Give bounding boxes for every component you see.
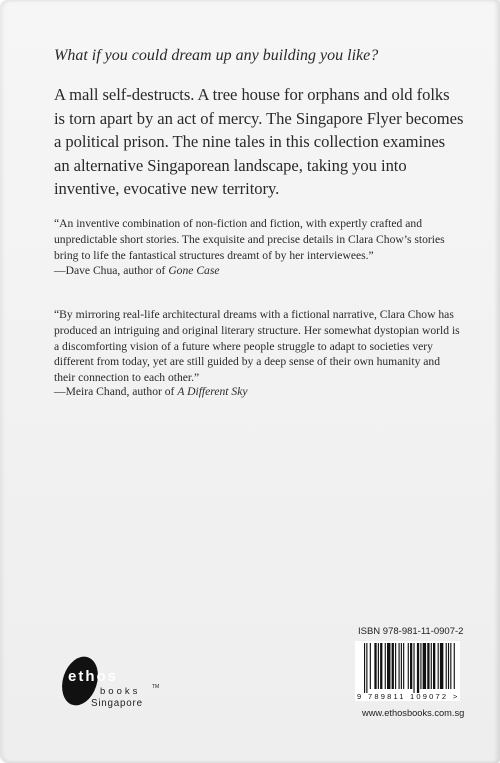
barcode-bar — [438, 643, 439, 689]
barcode-bar — [392, 643, 394, 689]
review-quote-2: “By mirroring real-life architectural dreams with a fictional narrative, Clara Chow has produced an intriguing and original literary structure. Her somewhat dystopian world is a discomforting vision of a future where people struggle to adapt to societies very different from today, yet are still guided by a deep sense of their own humanity and their connection to each other.” — [54, 308, 460, 385]
review-attribution-2 — [54, 384, 248, 400]
barcode-bar — [413, 643, 414, 693]
barcode-bar — [385, 643, 386, 689]
barcode-bar — [417, 643, 419, 693]
barcode-bar — [399, 643, 400, 689]
blurb-paragraph: A mall self-destructs. A tree house for orphans and old folks is torn apart by an act of mercy. The Singapore Flyer becomes a political prison. The nine tales in this collection examines an alternative Singaporean landscape, taking you into inventive, evocative new territory. — [54, 85, 464, 198]
barcode-bar — [423, 643, 426, 689]
barcode-bar — [395, 643, 396, 689]
barcode-bar — [387, 643, 390, 689]
barcode-bar — [378, 643, 379, 689]
barcode-bar — [364, 643, 365, 693]
barcode-icon — [355, 641, 460, 701]
barcode-bar — [448, 643, 449, 689]
barcode-bar — [374, 643, 376, 689]
barcode-lead-digit: 9 — [357, 692, 362, 701]
review-author-2: —Meira Chand, author of — [54, 385, 175, 398]
barcode-bar — [431, 643, 432, 689]
barcode-bar — [427, 643, 429, 689]
barcode-bar — [370, 643, 371, 689]
publisher-subline: books — [100, 686, 141, 697]
barcode-bar — [403, 643, 404, 689]
review-book-title-2: A Different Sky — [177, 385, 248, 398]
review-book-title-1: Gone Case — [168, 264, 220, 277]
trademark-mark: TM — [152, 684, 160, 690]
barcode-bar — [450, 643, 451, 689]
website-url: www.ethosbooks.com.sg — [362, 708, 465, 718]
barcode-bar — [410, 643, 412, 689]
barcode-bar — [446, 643, 447, 689]
barcode-bar — [420, 643, 421, 689]
barcode-bar — [366, 643, 367, 693]
barcode-bar — [454, 643, 455, 689]
review-quote-1: “An inventive combination of non-fiction and fiction, with expertly crafted and unpredictable short stories. The exquisite and precise details in Clara Chow’s stories bring to life the fantastical structures dreamt of by her interviewees.” — [54, 217, 445, 262]
review-attribution-1 — [54, 263, 220, 279]
barcode-bar — [380, 643, 382, 689]
tagline: What if you could dream up any building you like? — [54, 47, 379, 64]
barcode-bar — [408, 643, 409, 689]
publisher-name: ethos — [68, 668, 119, 685]
barcode-right-digits: 109072 — [410, 692, 449, 701]
barcode-arrow: > — [453, 692, 458, 701]
barcode-bar — [440, 643, 443, 689]
barcode-bar — [433, 643, 435, 689]
publisher-city: Singapore — [91, 698, 143, 709]
isbn-label: ISBN 978-981-11-0907-2 — [358, 626, 464, 637]
barcode-left-digits: 789811 — [368, 692, 406, 701]
barcode-bar — [401, 643, 402, 689]
review-author-1: —Dave Chua, author of — [54, 264, 166, 277]
